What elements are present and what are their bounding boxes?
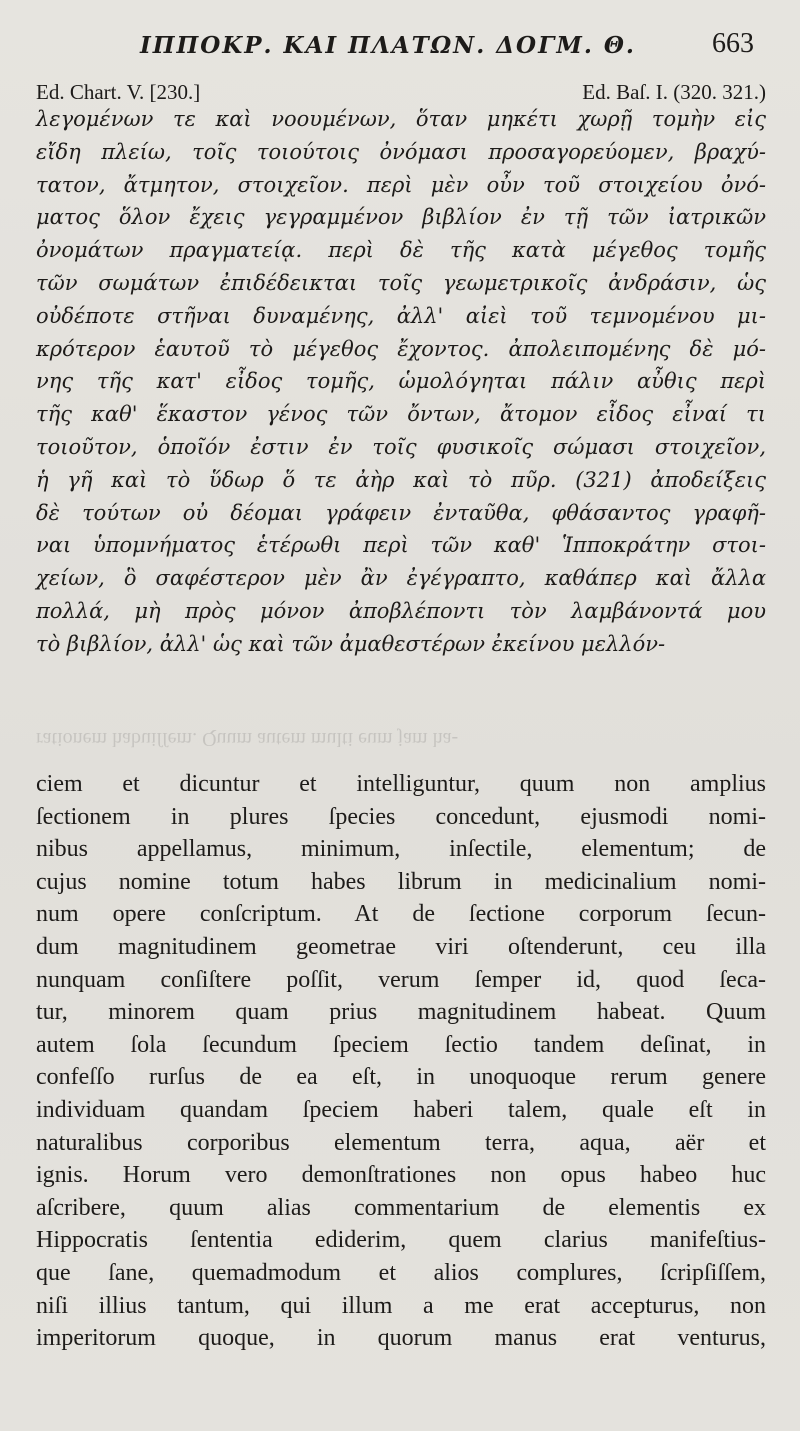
greek-line: δὲ τούτων οὐ δέομαι γράφειν ἐνταῦθα, φθάσαντος γραφῆ- [36, 500, 766, 525]
running-title: ΙΠΠΟΚΡ. ΚΑΙ ΠΛΑΤΩΝ. ΔΟΓΜ. Θ. [140, 32, 636, 59]
show-through-text: rationem habuiſſem. Quum autem multi eum jam ha- [36, 728, 459, 750]
greek-line: τῶν σωμάτων ἐπιδέδεικται τοῖς γεωμετρικοῖς ἀνδράσιν, ὡς [36, 270, 766, 295]
latin-line: nunquam conſiſtere poſſit, verum ſemper id, quod ſeca- [36, 966, 766, 993]
latin-line: confeſſo rurſus de ea eſt, in unoquoque rerum genere [36, 1064, 766, 1091]
greek-text-block [36, 103, 766, 661]
latin-line: aſcribere, quum alias commentarium de elementis ex [36, 1194, 766, 1221]
greek-line: λεγομένων τε καὶ νοουμένων, ὅταν μηκέτι χωρῇ τομὴν εἰς [36, 107, 766, 131]
latin-line: que ſane, quemadmodum et alios complures, ſcripſiſſem, [36, 1259, 766, 1286]
latin-line: nibus appellamus, minimum, inſectile, elementum; de [36, 836, 766, 863]
latin-line: dum magnitudinem geometrae viri oſtenderunt, ceu illa [36, 933, 766, 960]
latin-text-block [36, 768, 766, 1355]
greek-line: τῆς καθ' ἕκαστον γένος τῶν ὄντων, ἄτομον εἶδος εἶναί τι [36, 402, 766, 427]
greek-line: ὀνομάτων πραγματείᾳ. περὶ δὲ τῆς κατὰ μέγεθος τομῆς [36, 238, 766, 263]
latin-line: imperitorum quoque, in quorum manus erat venturus, [36, 1325, 766, 1352]
greek-line: κρότερον ἑαυτοῦ τὸ μέγεθος ἔχοντος. ἀπολειπομένης δὲ μό- [36, 336, 766, 361]
edition-reference-chartier: Ed. Chart. V. [230.] [36, 80, 201, 104]
running-header [0, 24, 800, 68]
edition-reference-basel: Ed. Baſ. I. (320. 321.) [582, 80, 766, 104]
greek-line: ναι ὑπομνήματος ἑτέρωθι περὶ τῶν καθ' Ἱπποκράτην στοι- [36, 533, 766, 558]
greek-line: χείων, ὃ σαφέστερον μὲν ἂν ἐγέγραπτο, καθάπερ καὶ ἄλλα [36, 566, 766, 591]
greek-line: τατον, ἄτμητον, στοιχεῖον. περὶ μὲν οὖν τοῦ στοιχείου ὀνό- [36, 172, 766, 197]
latin-line: Hippocratis ſententia ediderim, quem clarius manifeſtius- [36, 1227, 766, 1254]
greek-line: τὸ βιβλίον, ἀλλ' ὡς καὶ τῶν ἀμαθεστέρων ἐκείνου μελλόν- [36, 631, 666, 656]
greek-line: εἴδη πλείω, τοῖς τοιούτοις ὀνόμασι προσαγορεύομεν, βραχύ- [36, 139, 766, 164]
greek-line: οὐδέποτε στῆναι δυναμένης, ἀλλ' αἰεὶ τοῦ τεμνομένου μι- [36, 303, 766, 328]
latin-line: individuam quandam ſpeciem haberi talem, quale eſt in [36, 1096, 766, 1123]
greek-line: πολλά, μὴ πρὸς μόνον ἀποβλέποντι τὸν λαμβάνοντά μου [36, 598, 766, 623]
latin-line: num opere conſcriptum. At de ſectione corporum ſecun- [36, 901, 766, 928]
greek-line: ἡ γῆ καὶ τὸ ὕδωρ ὅ τε ἀὴρ καὶ τὸ πῦρ. (321) ἀποδείξεις [36, 467, 766, 492]
greek-line: νης τῆς κατ' εἶδος τομῆς, ὡμολόγηται πάλιν αὖθις περὶ [36, 369, 766, 394]
latin-line: ciem et dicuntur et intelliguntur, quum non amplius [36, 771, 766, 797]
latin-line: naturalibus corporibus elementum terra, aqua, aër et [36, 1129, 766, 1156]
page-number: 663 [712, 28, 754, 59]
greek-line: ματος ὅλον ἔχεις γεγραμμένον βιβλίον ἐν τῇ τῶν ἰατρικῶν [36, 205, 766, 230]
greek-line: τοιοῦτον, ὁποῖόν ἐστιν ἐν τοῖς φυσικοῖς σώμασι στοιχεῖον, [36, 434, 766, 459]
latin-line: cujus nomine totum habes librum in medicinalium nomi- [36, 868, 766, 895]
latin-line: ſectionem in plures ſpecies concedunt, ejusmodi nomi- [36, 803, 766, 830]
latin-line: tur, minorem quam prius magnitudinem habeat. Quum [36, 999, 766, 1026]
latin-line: ignis. Horum vero demonſtrationes non opus habeo huc [36, 1162, 766, 1189]
latin-line: niſi illius tantum, qui illum a me erat accepturus, non [36, 1292, 766, 1319]
latin-line: autem ſola ſecundum ſpeciem ſectio tandem deſinat, in [36, 1031, 766, 1058]
